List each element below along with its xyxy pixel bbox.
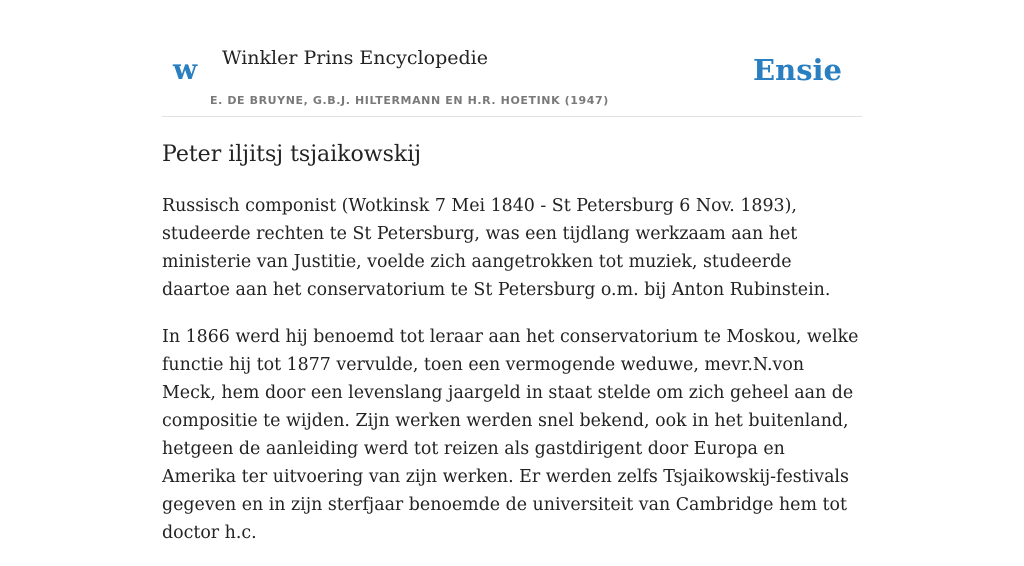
site-header [162, 0, 862, 117]
encyclopedia-title[interactable]: Winkler Prins Encyclopedie [222, 47, 488, 69]
winkler-prins-logo[interactable]: w [173, 53, 198, 86]
encyclopedia-authors: E. DE BRUYNE, G.B.J. HILTERMANN EN H.R. HOETINK (1947) [210, 94, 609, 107]
article-body [162, 192, 862, 566]
article-paragraph: In 1866 werd hij benoemd tot leraar aan het conservatorium te Moskou, welke functie hij tot 1877 vervulde, toen een vermogende weduwe, mevr.N.von Meck, hem door een levenslang jaargeld in staat stelde om zich geheel aan de compositie te wijden. Zijn werken werden snel bekend, ook in het buitenland, hetgeen de aanleiding werd tot reizen als gastdirigent door Europa en Amerika ter uitvoering van zijn werken. Er werden zelfs Tsjaikowskij-festivals gegeven en in zijn sterfjaar benoemde de universiteit van Cambridge hem tot doctor h.c. [162, 327, 859, 543]
article-paragraph: Russisch componist (Wotkinsk 7 Mei 1840 - St Petersburg 6 Nov. 1893), studeerde rechten te St Petersburg, was een tijdlang werkzaam aan het ministerie van Justitie, voelde zich aangetrokken tot muziek, studeerde daartoe aan het conservatorium te St Petersburg o.m. bij Anton Rubinstein. [162, 196, 831, 300]
article-title: Peter iljitsj tsjaikowskij [162, 142, 422, 167]
ensie-logo[interactable]: Ensie [753, 53, 842, 87]
